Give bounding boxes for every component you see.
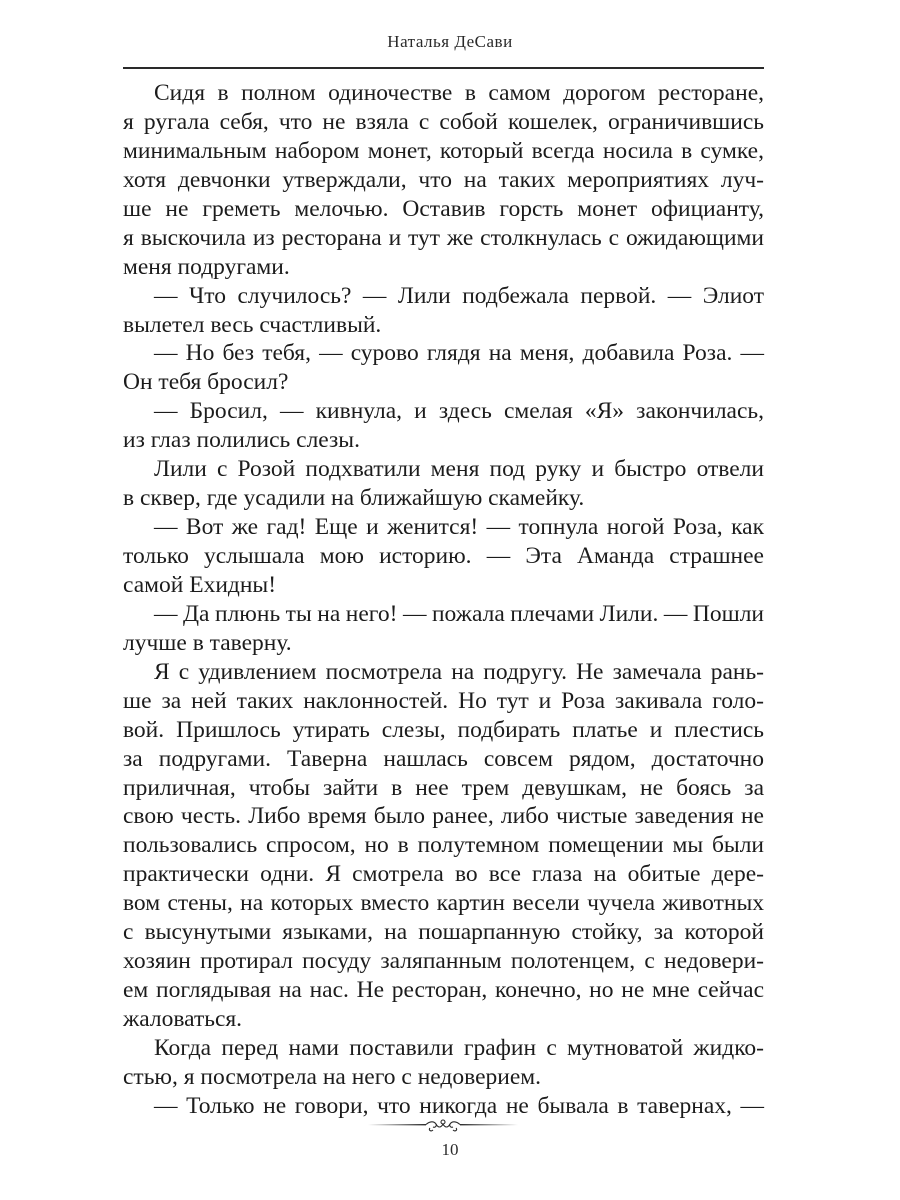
text-line: самой Ехидны! xyxy=(123,571,277,598)
text-line: вылетел весь счастливый. xyxy=(123,311,382,338)
text-line: — Вот же гад! Еще и женится! — топнула ногой Роза, как xyxy=(154,514,764,541)
flourish-ornament-icon xyxy=(368,1118,518,1134)
text-line: я выскочила из ресторана и тут же столкнулась с ожидающими xyxy=(123,224,764,251)
text-line: — Что случилось? — Лили подбежала первой. — Элиот xyxy=(154,282,764,309)
text-line: вой. Пришлось утирать слезы, подбирать платье и плестись xyxy=(123,716,764,743)
header-rule-divider xyxy=(123,67,764,69)
text-line: лучше в таверну. xyxy=(123,629,292,656)
text-line: из глаз полились слезы. xyxy=(123,427,360,454)
text-line: жаловаться. xyxy=(123,1006,243,1032)
text-line: пользовались спросом, но в полутемном помещении мы были xyxy=(123,832,764,859)
running-head-author: Наталья ДеСави xyxy=(387,32,513,51)
text-line: Он тебя бросил? xyxy=(123,369,289,396)
text-line: — Бросил, — кивнула, и здесь смелая «Я» закончилась, xyxy=(154,398,764,425)
text-line: только услышала мою историю. — Эта Аманда страшнее xyxy=(123,543,764,569)
text-line: — Только не говори, что никогда не бывала в тавернах, — xyxy=(154,1092,764,1119)
text-line: — Да плюнь ты на него! — пожала плечами Лили. — Пошли xyxy=(154,600,764,627)
text-line: в сквер, где усадили на ближайшую скамейку. xyxy=(123,485,585,512)
text-line: меня подругами. xyxy=(123,253,290,280)
text-line: за подругами. Таверна нашлась совсем рядом, достаточно xyxy=(123,745,764,772)
text-line: Я с удивлением посмотрела на подругу. Не замечала рань- xyxy=(154,658,764,685)
text-line: с высунутыми языками, на пошарпанную стойку, за которой xyxy=(123,919,764,946)
text-line: свою честь. Либо время было ранее, либо чистые заведения не xyxy=(123,803,764,830)
text-line: ем поглядывая на нас. Не ресторан, конечно, но не мне сейчас xyxy=(123,977,764,1004)
text-line: Когда перед нами поставили графин с мутноватой жидко- xyxy=(154,1034,764,1061)
text-line: — Но без тебя, — сурово глядя на меня, добавила Роза. — xyxy=(154,340,764,367)
text-line: хотя девчонки утверждали, что на таких мероприятиях луч- xyxy=(123,166,764,193)
text-line: вом стены, на которых вместо картин весели чучела животных xyxy=(123,890,764,917)
text-line: приличная, чтобы зайти в нее трем девушкам, не боясь за xyxy=(123,774,764,801)
text-line: практически одни. Я смотрела во все глаза на обитые дере- xyxy=(123,861,764,888)
text-line: стью, я посмотрела на него с недоверием. xyxy=(123,1063,541,1090)
text-line: ше за ней таких наклонностей. Но тут и Роза закивала голо- xyxy=(123,687,764,714)
text-line: Лили с Розой подхватили меня под руку и быстро отвели xyxy=(154,456,764,483)
text-line: Сидя в полном одиночестве в самом дорогом ресторане, xyxy=(154,80,764,106)
page-body-text xyxy=(123,79,764,1121)
text-line: минимальным набором монет, который всегда носила в сумке, xyxy=(123,137,764,164)
text-line: хозяин протирал посуду заляпанным полотенцем, с недовери- xyxy=(123,948,764,975)
page-number: 10 xyxy=(441,1140,459,1159)
text-line: ше не греметь мелочью. Оставив горсть монет официанту, xyxy=(123,195,764,222)
text-line: я ругала себя, что не взяла с собой кошелек, ограничившись xyxy=(123,108,764,135)
